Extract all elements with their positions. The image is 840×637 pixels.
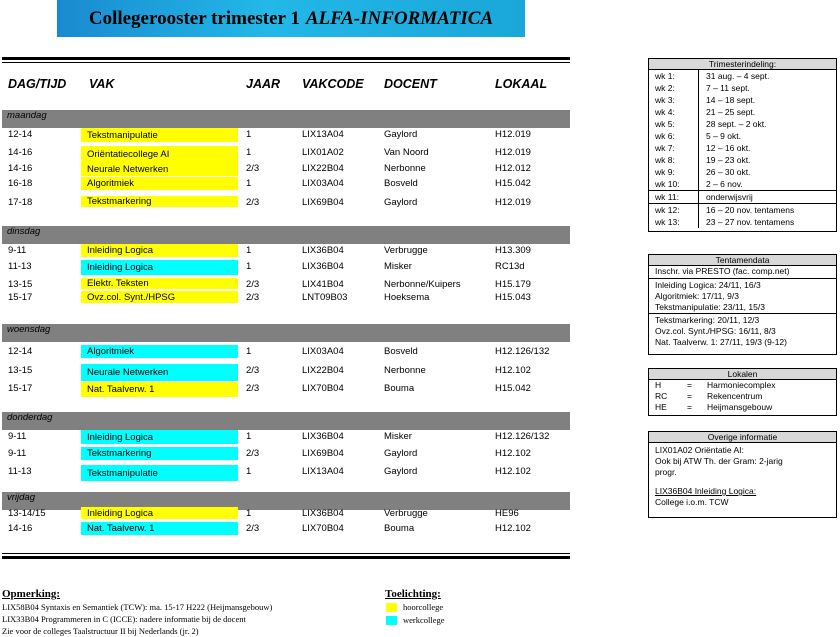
legend-label-werkcollege: werkcollege: [403, 615, 445, 625]
row-course: Algoritmiek: [81, 345, 238, 358]
row-course: Tekstmanipulatie: [81, 128, 238, 142]
trimester-week-row: [649, 178, 836, 190]
row-teacher: Verbrugge: [384, 508, 428, 519]
week-number: wk 1:: [649, 70, 699, 82]
row-course: Oriëntatiecollege AI: [81, 146, 238, 163]
row-time: 15-17: [8, 292, 33, 303]
row-time: 14-16: [8, 147, 33, 158]
row-room: H15.043: [495, 292, 531, 303]
lokaal-row: [649, 380, 836, 391]
row-time: 11-13: [8, 261, 32, 272]
lokaal-code: RC: [655, 391, 668, 401]
week-number: wk 9:: [649, 166, 699, 178]
lokaal-row: [649, 391, 836, 402]
top-rule-thin: [2, 62, 570, 63]
trimester-week-row: [649, 154, 836, 166]
trimester-week-row: [649, 130, 836, 142]
trimester-week-row: [649, 142, 836, 154]
week-number: wk 3:: [649, 94, 699, 106]
row-time: 13-15: [8, 279, 33, 290]
week-dates: 23 – 27 nov. tentamens: [706, 217, 795, 227]
opmerking-line: Zie voor de colleges Taalstructuur II bij Nederlands (jr. 2): [2, 626, 199, 636]
row-time: 9-11: [8, 448, 27, 459]
day-bar-maandag: maandag: [2, 110, 570, 128]
row-year: 1: [246, 245, 252, 256]
title-program: ALFA-INFORMATICA: [305, 7, 494, 29]
trimester-week-row: [649, 82, 836, 94]
row-room: H12.019: [495, 129, 531, 140]
row-course: Inleiding Logica: [81, 244, 238, 257]
week-dates: 5 – 9 okt.: [706, 131, 741, 141]
week-number: wk 2:: [649, 82, 699, 94]
row-room: H13.309: [495, 245, 531, 256]
row-year: 2/3: [246, 197, 260, 208]
week-number: wk 6:: [649, 130, 699, 142]
row-course: Algoritmiek: [81, 177, 238, 190]
row-course: Inleiding Logica: [81, 260, 238, 275]
opmerking-line: LIX33B04 Programmeren in C (ICCE): nadere informatie bij de docent: [2, 614, 246, 624]
week-dates: 26 – 30 okt.: [706, 167, 751, 177]
row-course: Inleiding Logica: [81, 507, 238, 519]
toelichting-heading: Toelichting:: [385, 588, 441, 600]
lokaal-equals: =: [687, 380, 692, 390]
week-dates: 14 – 18 sept.: [706, 95, 756, 105]
tentamen-line: Nat. Taalverw. 1: 27/11, 19/3 (9-12): [655, 337, 787, 347]
week-number: wk 11:: [649, 191, 699, 203]
row-time: 12-14: [8, 346, 33, 357]
week-number: wk 10:: [649, 178, 699, 190]
row-teacher: Nerbonne: [384, 163, 426, 174]
legend-swatch-hoorcollege: [386, 603, 397, 612]
row-teacher: Nerbonne: [384, 365, 426, 376]
row-year: 1: [246, 431, 252, 442]
bottom-rule: [2, 556, 570, 559]
row-room: H15.042: [495, 383, 531, 394]
overige-line: LIX01A02 Oriëntatie AI:: [655, 445, 744, 455]
row-room: H12.126/132: [495, 431, 550, 442]
row-room: H12.012: [495, 163, 531, 174]
row-teacher: Bouma: [384, 383, 415, 394]
row-room: H12.102: [495, 466, 531, 477]
row-time: 11-13: [8, 466, 32, 477]
top-rule: [2, 57, 570, 60]
legend-swatch-werkcollege: [386, 616, 397, 625]
row-year: 2/3: [246, 365, 260, 376]
row-teacher: Gaylord: [384, 448, 418, 459]
row-course-code: LIX36B04: [302, 245, 344, 256]
bottom-rule-thin: [2, 553, 570, 554]
row-year: 1: [246, 178, 252, 189]
overige-heading: Overige informatie: [649, 432, 836, 443]
row-course-code: LNT09B03: [302, 292, 348, 303]
day-bar-donderdag: donderdag: [2, 412, 570, 430]
row-teacher: Bouma: [384, 523, 415, 534]
row-time: 15-17: [8, 383, 33, 394]
row-teacher: Gaylord: [384, 197, 418, 208]
row-course: Tekstmanipulatie: [81, 465, 238, 481]
trimester-week-row: [649, 118, 836, 130]
row-room: H12.102: [495, 523, 531, 534]
row-year: 1: [246, 129, 252, 140]
trimester-week-row: [649, 94, 836, 106]
lokaal-equals: =: [687, 402, 692, 412]
week-dates: 21 – 25 sept.: [706, 107, 756, 117]
overige-box: [648, 431, 837, 518]
lokaal-name: Rekencentrum: [707, 391, 763, 401]
week-dates: 16 – 20 nov. tentamens: [706, 205, 795, 215]
row-room: H12.019: [495, 147, 531, 158]
tentamen-line: Ovz.col. Synt./HPSG: 16/11, 8/3: [655, 326, 776, 336]
row-room: H15.179: [495, 279, 531, 290]
week-dates: 31 aug. – 4 sept.: [706, 71, 770, 81]
row-course: Ovz.col. Synt./HPSG: [81, 291, 238, 303]
row-teacher: Hoeksema: [384, 292, 430, 303]
row-room: H12.126/132: [495, 346, 550, 357]
lokaal-name: Harmoniecomplex: [707, 380, 776, 390]
row-time: 13-14/15: [8, 508, 46, 519]
trimester-week-row: [649, 166, 836, 178]
row-year: 2/3: [246, 292, 260, 303]
row-course-code: LIX22B04: [302, 163, 344, 174]
row-room: RC13d: [495, 261, 525, 272]
row-course-code: LIX36B04: [302, 261, 344, 272]
lokaal-name: Heijmansgebouw: [707, 402, 773, 412]
header-daytime: DAG/TIJD: [8, 77, 67, 91]
tentamen-group-2: [649, 313, 836, 348]
overige-line: College i.o.m. TCW: [655, 497, 729, 507]
tentamen-heading: Tentamendata: [649, 255, 836, 266]
row-time: 14-16: [8, 523, 33, 534]
row-room: H12.102: [495, 365, 531, 376]
tentamen-box: [648, 254, 837, 355]
trimester-week-row: [649, 70, 836, 82]
row-course: Nat. Taalverw. 1: [81, 382, 238, 397]
trimester-heading: Trimesterindeling:: [649, 59, 836, 70]
trimester-week-row: [649, 190, 836, 203]
row-time: 13-15: [8, 365, 33, 376]
legend-label-hoorcollege: hoorcollege: [403, 602, 444, 612]
week-dates: 12 – 16 okt.: [706, 143, 751, 153]
row-teacher: Verbrugge: [384, 245, 428, 256]
row-course-code: LIX69B04: [302, 197, 344, 208]
lokaal-row: [649, 402, 836, 413]
lokalen-list: [649, 380, 836, 413]
row-year: 2/3: [246, 279, 260, 290]
row-teacher: Gaylord: [384, 129, 418, 140]
row-year: 1: [246, 508, 252, 519]
row-course-code: LIX22B04: [302, 365, 344, 376]
opmerking-line: LIX58B04 Syntaxis en Semantiek (TCW): ma. 15-17 H222 (Heijmansgebouw): [2, 602, 273, 612]
row-year: 1: [246, 466, 252, 477]
row-course-code: LIX70B04: [302, 523, 344, 534]
day-bar-woensdag: woensdag: [2, 324, 570, 342]
row-teacher: Misker: [384, 431, 412, 442]
row-course-code: LIX13A04: [302, 466, 344, 477]
day-bar-vrijdag: vrijdag: [2, 492, 570, 510]
row-course: Neurale Netwerken: [81, 364, 238, 381]
week-number: wk 8:: [649, 154, 699, 166]
header-jaar: JAAR: [246, 77, 281, 91]
row-course-code: LIX70B04: [302, 383, 344, 394]
row-year: 2/3: [246, 163, 260, 174]
week-dates: 28 sept. – 2 okt.: [706, 119, 767, 129]
tentamen-inschrijving: Inschr. via PRESTO (fac. comp.net): [649, 266, 836, 279]
row-year: 1: [246, 147, 252, 158]
page-title-banner: [57, 0, 525, 37]
trimester-week-row: [649, 203, 836, 216]
row-course: Inleiding Logica: [81, 430, 238, 444]
row-year: 2/3: [246, 383, 260, 394]
row-teacher: Bosveld: [384, 346, 418, 357]
row-room: H15.042: [495, 178, 531, 189]
opmerking-heading: Opmerking:: [2, 588, 61, 600]
week-dates: 7 – 11 sept.: [706, 83, 750, 93]
row-room: HE96: [495, 508, 519, 519]
row-teacher: Nerbonne/Kuipers: [384, 279, 461, 290]
row-course: Tekstmarkering: [81, 196, 238, 207]
row-room: H12.019: [495, 197, 531, 208]
row-year: 2/3: [246, 448, 260, 459]
tentamen-line: Tekstmanipulatie: 23/11, 15/3: [655, 302, 765, 312]
row-teacher: Bosveld: [384, 178, 418, 189]
header-vakcode: VAKCODE: [302, 77, 364, 91]
row-teacher: Van Noord: [384, 147, 429, 158]
week-number: wk 13:: [649, 216, 699, 228]
row-time: 14-16: [8, 163, 33, 174]
tentamen-group-1: [649, 279, 836, 313]
tentamen-line: Tekstmarkering: 20/11, 12/3: [655, 315, 760, 325]
overige-line: progr.: [655, 467, 677, 477]
title-text: Collegerooster trimester 1: [88, 7, 300, 29]
lokalen-box: [648, 368, 837, 416]
header-docent: DOCENT: [384, 77, 437, 91]
lokaal-equals: =: [687, 391, 692, 401]
row-course-code: LIX03A04: [302, 346, 344, 357]
row-year: 1: [246, 346, 252, 357]
week-dates: 19 – 23 okt.: [706, 155, 751, 165]
week-dates: onderwijsvrij: [706, 192, 753, 202]
trimester-week-row: [649, 216, 836, 228]
trimester-week-row: [649, 106, 836, 118]
row-course-code: LIX03A04: [302, 178, 344, 189]
row-teacher: Misker: [384, 261, 412, 272]
row-course: Elektr. Teksten: [81, 278, 238, 289]
week-number: wk 7:: [649, 142, 699, 154]
overige-line: LIX36B04 Inleiding Logica:: [655, 486, 757, 496]
row-course: Tekstmarkering: [81, 447, 238, 460]
tentamen-line: Inleiding Logica: 24/11, 16/3: [655, 280, 761, 290]
row-course-code: LIX69B04: [302, 448, 344, 459]
row-course-code: LIX13A04: [302, 129, 344, 140]
row-year: 1: [246, 261, 252, 272]
row-time: 9-11: [8, 431, 27, 442]
trimester-weeks: [649, 70, 836, 228]
row-course-code: LIX36B04: [302, 508, 344, 519]
week-number: wk 12:: [649, 204, 699, 216]
header-vak: VAK: [89, 77, 115, 91]
row-time: 17-18: [8, 197, 33, 208]
lokalen-heading: Lokalen: [649, 369, 836, 380]
lokaal-code: HE: [655, 402, 667, 412]
row-time: 12-14: [8, 129, 33, 140]
row-time: 16-18: [8, 178, 33, 189]
week-number: wk 5:: [649, 118, 699, 130]
day-bar-dinsdag: dinsdag: [2, 226, 570, 244]
row-room: H12.102: [495, 448, 531, 459]
overige-line: Ook bij ATW Th. der Gram: 2-jarig: [655, 456, 783, 466]
row-course-code: LIX01A02: [302, 147, 344, 158]
row-course-code: LIX36B04: [302, 431, 344, 442]
row-course: Nat. Taalverw. 1: [81, 522, 238, 535]
row-course: Neurale Netwerken: [81, 162, 238, 176]
row-year: 2/3: [246, 523, 260, 534]
row-teacher: Gaylord: [384, 466, 418, 477]
week-dates: 2 – 6 nov.: [706, 179, 743, 189]
row-time: 9-11: [8, 245, 27, 256]
week-number: wk 4:: [649, 106, 699, 118]
lokaal-code: H: [655, 380, 662, 390]
header-lokaal: LOKAAL: [495, 77, 548, 91]
row-course-code: LIX41B04: [302, 279, 344, 290]
trimester-box: [648, 58, 837, 232]
tentamen-line: Algoritmiek: 17/11, 9/3: [655, 291, 739, 301]
